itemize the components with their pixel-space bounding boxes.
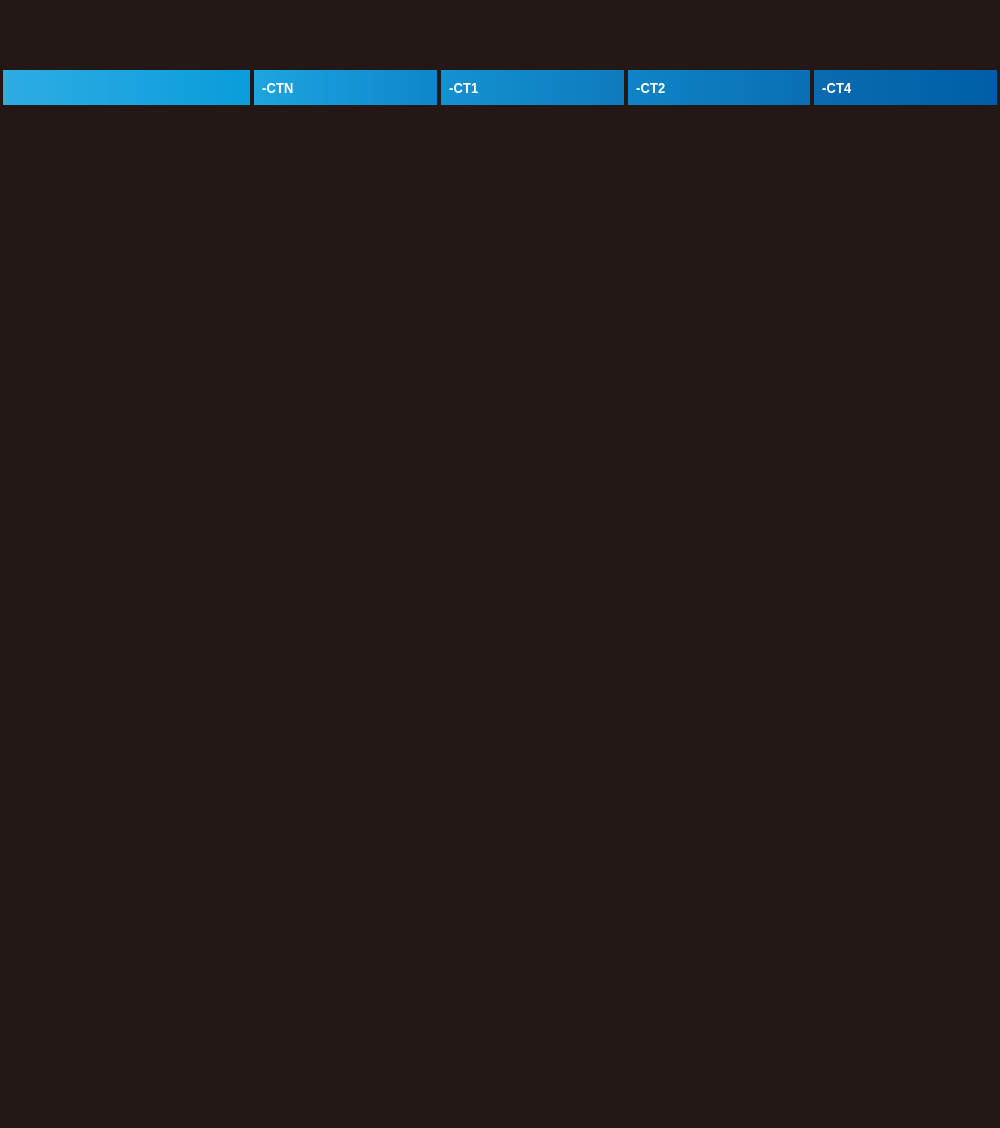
header-cell-ct2	[628, 70, 811, 105]
header-cell-ctn	[254, 70, 437, 105]
header-cell-ct4	[814, 70, 997, 105]
header-cell-label: -CT4	[822, 79, 852, 97]
header-cell-label: -CT2	[635, 79, 665, 97]
header-row	[3, 70, 997, 105]
header-cell-label: -CT1	[448, 79, 479, 97]
header-cell-blank	[3, 70, 250, 105]
header-cell-label: -CTN	[262, 79, 294, 97]
header-cell-ct1	[441, 70, 624, 105]
